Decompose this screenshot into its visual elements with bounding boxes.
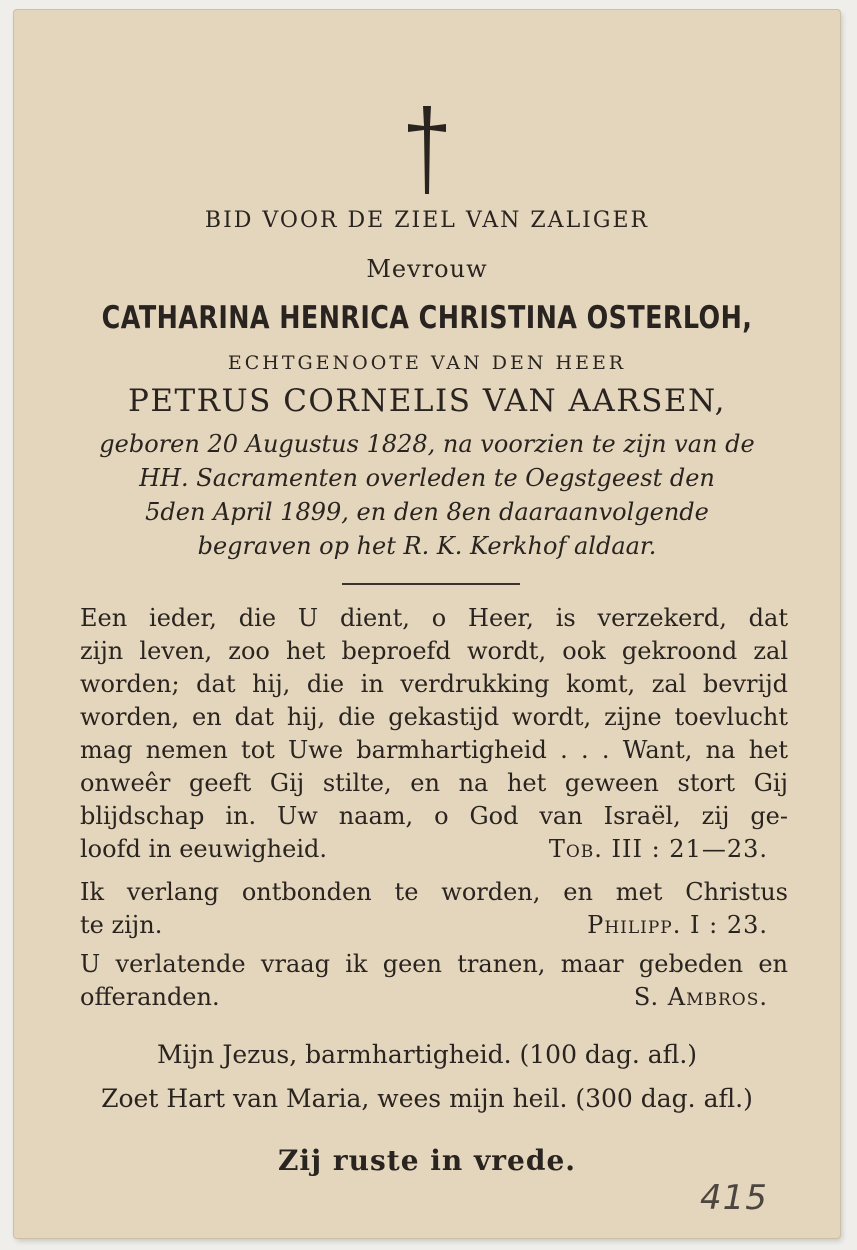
passage-line: offeranden. [80, 983, 220, 1011]
details-line: geboren 20 Augustus 1828, na voorzien te zijn van de [99, 430, 755, 458]
prayer-heading: BID VOOR DE ZIEL VAN ZALIGER [204, 208, 650, 233]
passage-line: zijn leven, zoo het beproefd wordt, ook gekroond zal [80, 637, 788, 665]
passage-line: loofd in eeuwigheid. [80, 835, 327, 863]
scripture-passage [80, 602, 788, 866]
passage-line: U verlatende vraag ik geen tranen, maar gebeden en [80, 950, 788, 978]
passage-line: Ik verlang ontbonden te worden, en met Christus [80, 878, 788, 906]
details-line: 5den April 1899, en den 8en daaraanvolgende [145, 498, 709, 526]
deceased-name: CATHARINA HENRICA CHRISTINA OSTERLOH, [101, 300, 753, 336]
scripture-reference: Philipp. I : 23. [587, 911, 768, 939]
passage-line: mag nemen tot Uwe barmhartigheid . . . Want, na het [80, 736, 788, 764]
scripture-reference: S. Ambros. [633, 983, 768, 1011]
indulgence-prayer: Zoet Hart van Maria, wees mijn heil. (300 dag. afl.) [101, 1084, 753, 1113]
title-prefix: Mevrouw [366, 255, 488, 283]
divider [342, 583, 520, 585]
spouse-intro: ECHTGENOOTE VAN DEN HEER [227, 352, 627, 374]
passage-line: worden; dat hij, die in verdrukking komt, zal bevrijd [80, 670, 788, 698]
scripture-passage [80, 948, 788, 1014]
scripture-reference: Tob. III : 21—23. [548, 835, 768, 863]
indulgence-prayer: Mijn Jezus, barmhartigheid. (100 dag. afl.) [156, 1040, 698, 1069]
handwritten-number: 415 [700, 1178, 768, 1218]
closing-blessing: Zij ruste in vrede. [277, 1144, 577, 1177]
passage-line: blijdschap in. Uw naam, o God van Israël, zij ge- [80, 802, 788, 830]
passage-last-line [80, 909, 788, 942]
scripture-passage [80, 876, 788, 942]
passage-line: te zijn. [80, 911, 163, 939]
passage-last-line [80, 981, 788, 1014]
spouse-name: PETRUS CORNELIS VAN AARSEN, [127, 383, 726, 419]
details-line: HH. Sacramenten overleden te Oegstgeest den [139, 464, 715, 492]
cross-icon [402, 102, 452, 198]
passage-last-line [80, 833, 788, 866]
passage-line: onweêr geeft Gij stilte, en na het geween stort Gij [80, 769, 788, 797]
passage-line: Een ieder, die U dient, o Heer, is verzekerd, dat [80, 604, 788, 632]
memorial-card [14, 10, 840, 1238]
passage-line: worden, en dat hij, die gekastijd wordt, zijne toevlucht [80, 703, 788, 731]
details-line: begraven op het R. K. Kerkhof aldaar. [197, 532, 657, 560]
